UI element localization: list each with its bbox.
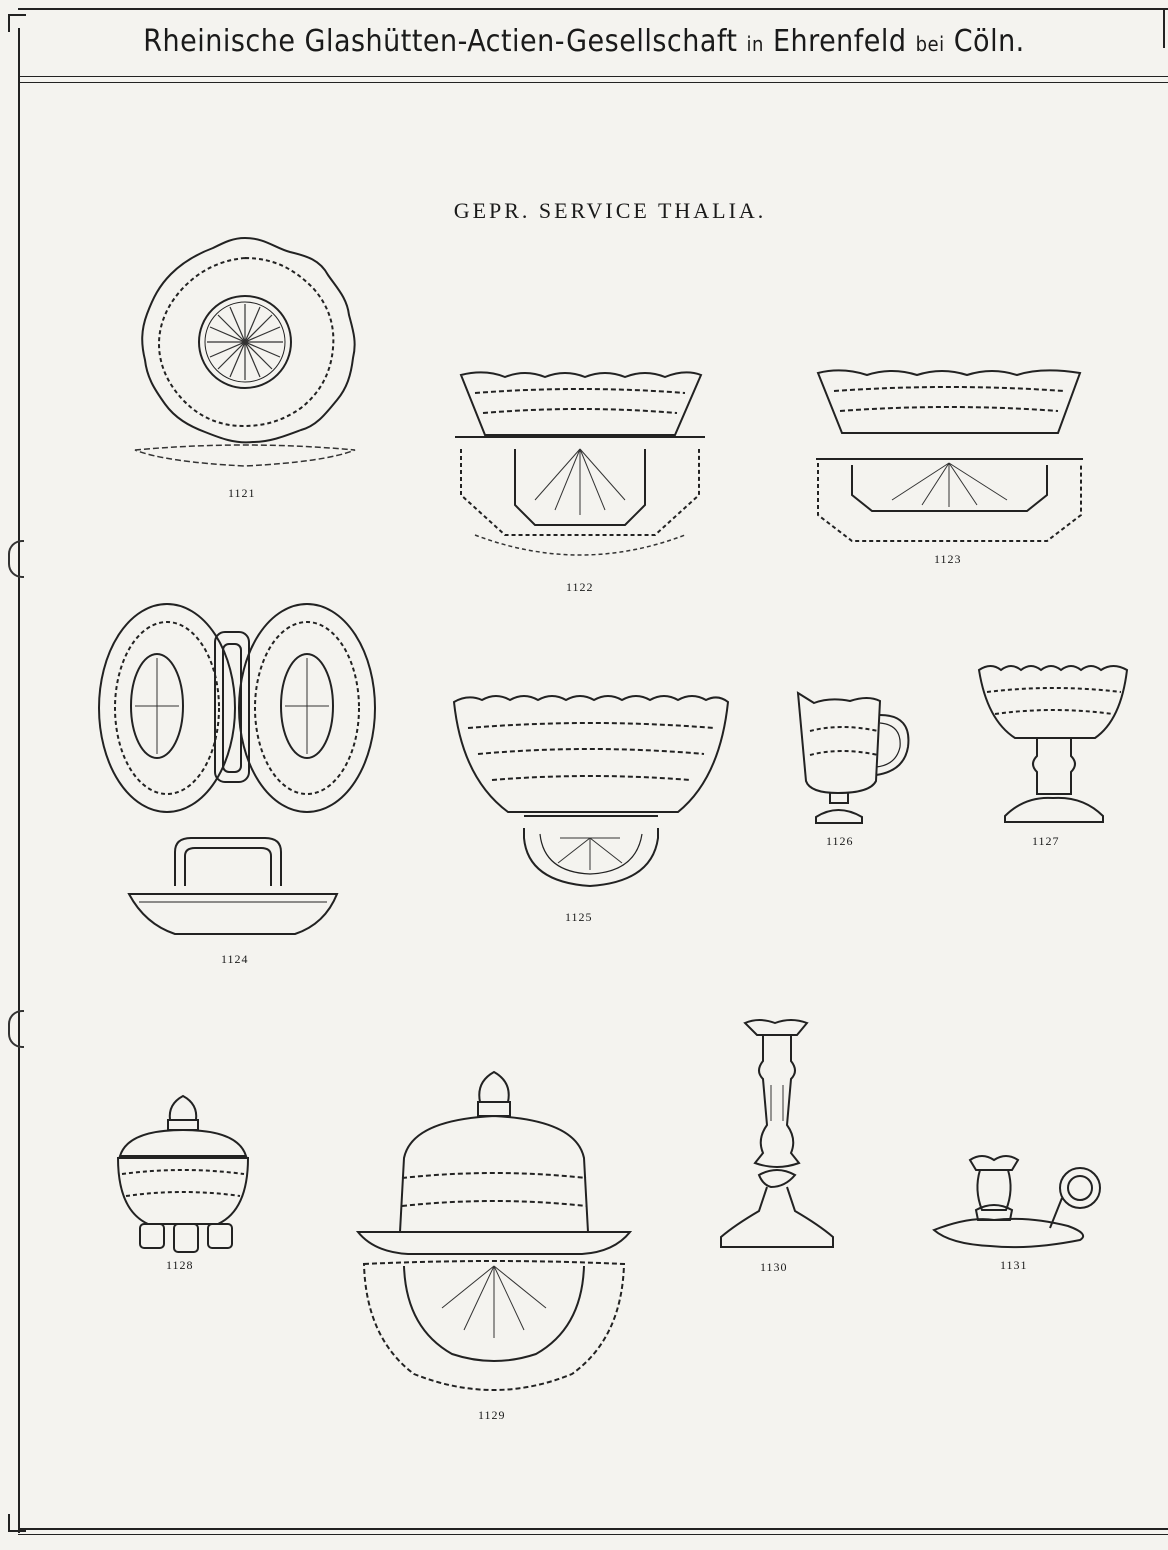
item-number-1131: 1131 [1000, 1258, 1028, 1272]
company-name: Rheinische Glashütten-Actien-Gesellschaft [143, 24, 738, 59]
creamer-icon [790, 685, 915, 830]
item-number-1126: 1126 [826, 834, 854, 848]
item-number-1130: 1130 [760, 1260, 788, 1274]
company-header [30, 24, 1138, 59]
item-number-1125: 1125 [565, 910, 593, 924]
oblong-dish-icon [455, 365, 705, 575]
left-frame-line [18, 28, 20, 1533]
header-in: in [746, 32, 764, 56]
double-dish-icon [95, 598, 380, 948]
round-plate-icon [125, 230, 365, 470]
chamberstick-icon [930, 1150, 1110, 1250]
item-number-1121: 1121 [228, 486, 256, 500]
header-rule-lower [18, 82, 1168, 83]
oblong-dish-icon [812, 365, 1087, 545]
header-rule-upper [18, 76, 1168, 77]
item-number-1122: 1122 [566, 580, 594, 594]
footed-compote-icon [975, 660, 1135, 830]
corner-ornament-top [8, 14, 26, 32]
top-rule [18, 8, 1168, 10]
header-place: Ehrenfeld [772, 24, 907, 59]
item-number-1128: 1128 [166, 1258, 194, 1272]
section-title: GEPR. SERVICE THALIA. [453, 198, 767, 223]
covered-sugar-icon [108, 1090, 258, 1255]
bowl-icon [448, 688, 733, 898]
butter-dish-icon [352, 1068, 637, 1408]
candlestick-icon [715, 1015, 840, 1255]
item-number-1124: 1124 [221, 952, 249, 966]
bottom-rule-inner [18, 1534, 1168, 1535]
header-bei: bei [915, 32, 945, 56]
bottom-rule [18, 1528, 1168, 1530]
right-frame-line [1163, 8, 1165, 48]
item-number-1129: 1129 [478, 1408, 506, 1422]
binder-hole-upper [8, 540, 24, 578]
item-number-1123: 1123 [934, 552, 962, 566]
header-city: Cöln. [953, 24, 1025, 59]
item-number-1127: 1127 [1032, 834, 1060, 848]
binder-hole-lower [8, 1010, 24, 1048]
corner-ornament-bottom [8, 1514, 26, 1532]
